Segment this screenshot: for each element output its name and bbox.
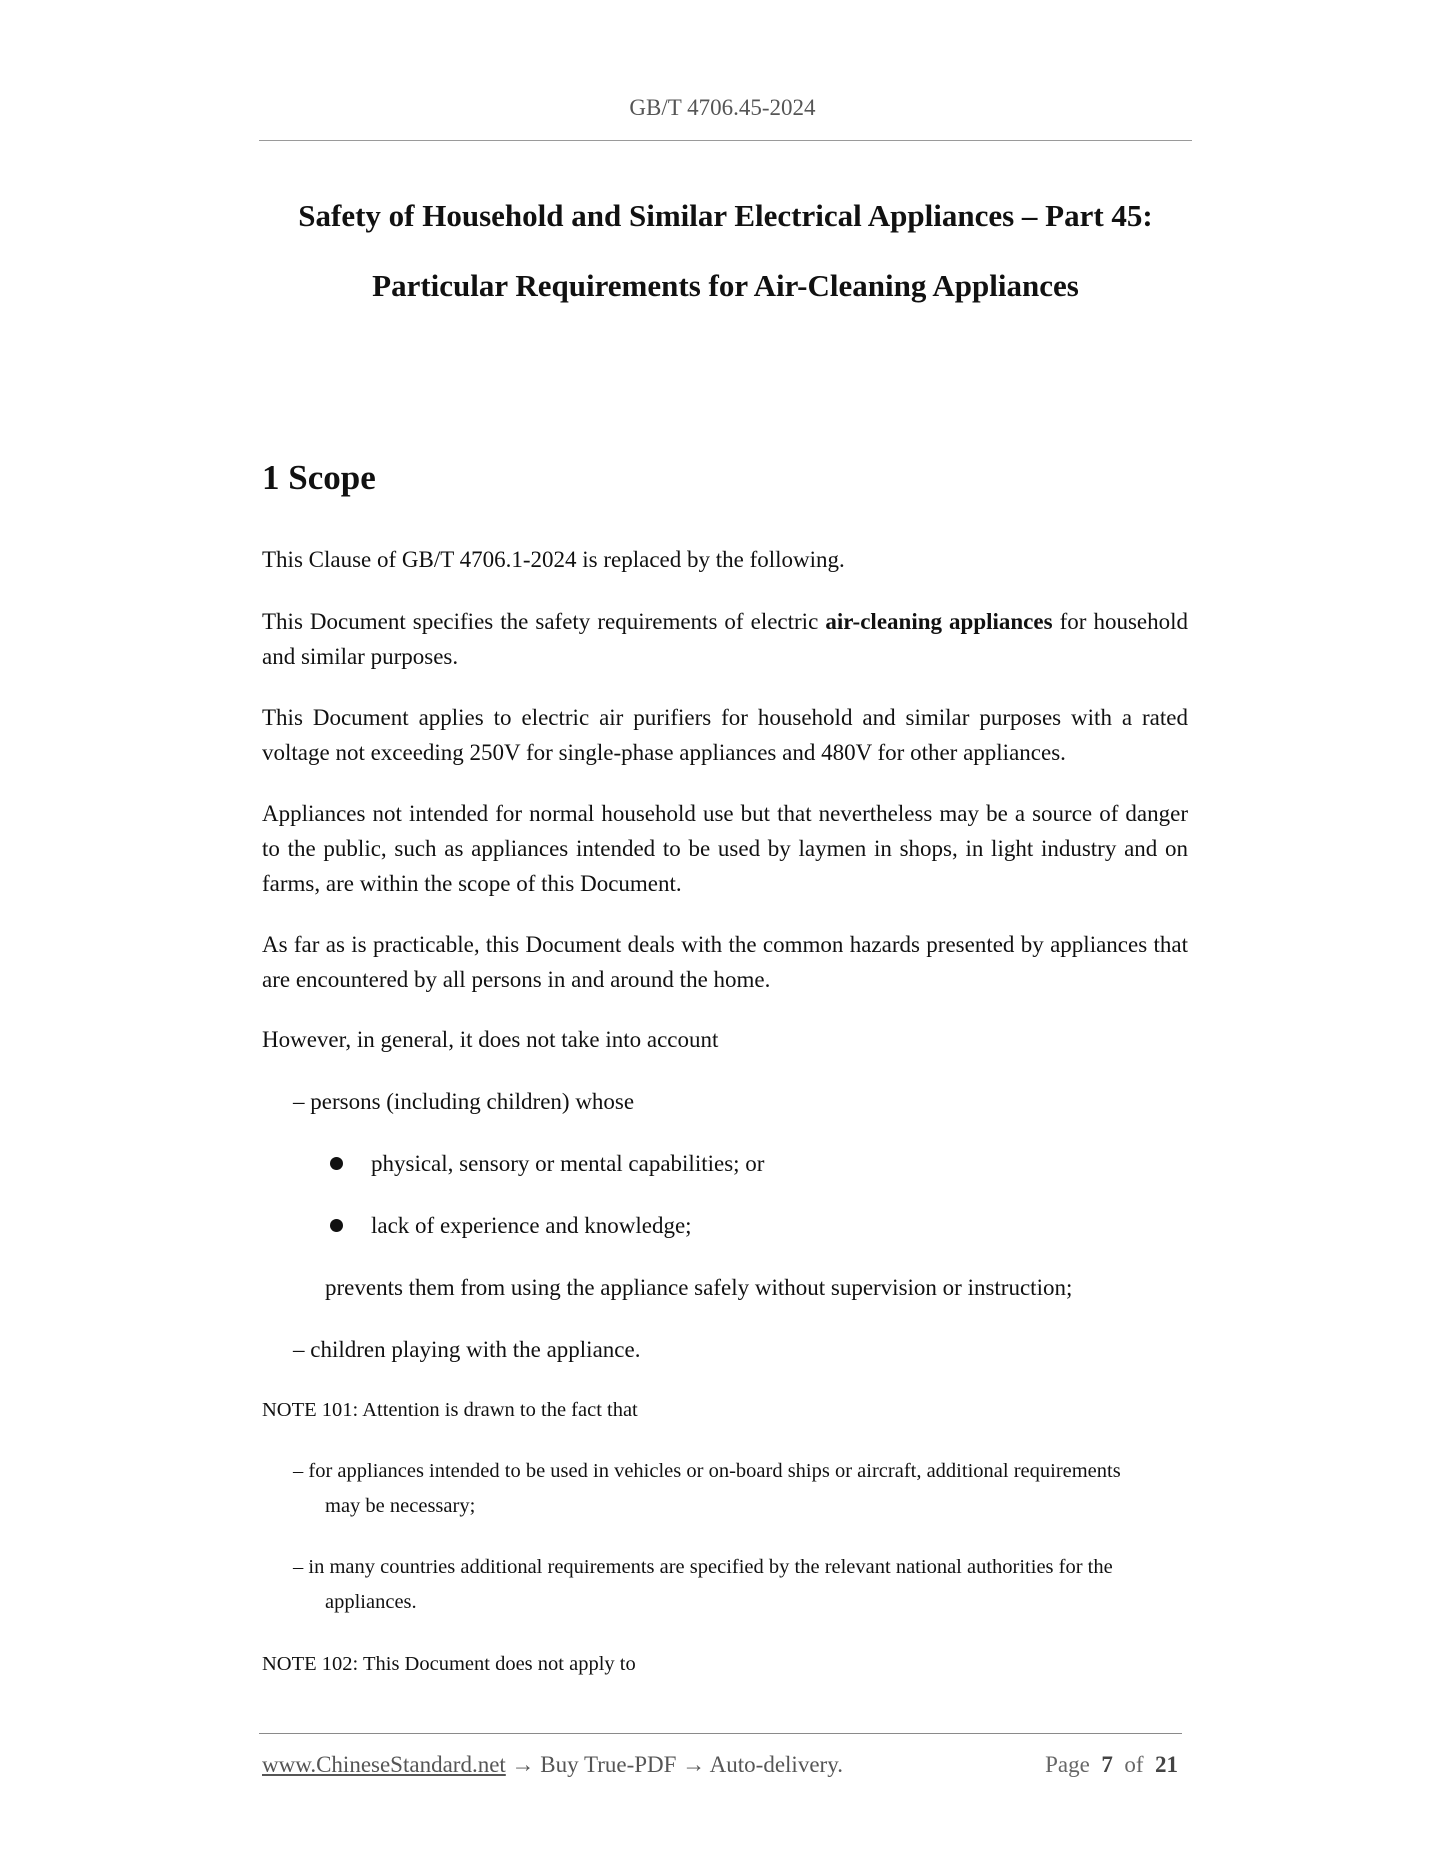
- paragraph-replacement: This Clause of GB/T 4706.1-2024 is replaced by the following.: [262, 547, 845, 572]
- header-divider: [259, 140, 1192, 141]
- paragraph-practicable: As far as is practicable, this Document deals with the common hazards presented by appliances that are encountered by all persons in and around the home.: [262, 932, 1188, 992]
- arrow-right-icon: →: [682, 1752, 706, 1777]
- paragraph-however: However, in general, it does not take into account: [262, 1027, 719, 1052]
- document-title-line-1: Safety of Household and Similar Electrical Appliances – Part 45:: [298, 198, 1153, 233]
- header-document-code: GB/T 4706.45-2024: [629, 95, 816, 120]
- current-page-number: 7: [1101, 1752, 1113, 1777]
- paragraph-not-household: Appliances not intended for normal household use but that nevertheless may be a source of danger to the public, such as appliances intended to be used by laymen in shops, in light industry and on farms, are within the scope of this Document.: [262, 801, 1188, 896]
- bullet-dot-icon: [330, 1219, 343, 1232]
- note-101-item-text: – in many countries additional requirements are specified by the relevant national authorities for the: [293, 1556, 1113, 1578]
- paragraph-applies: This Document applies to electric air purifiers for household and similar purposes with a rated voltage not exceeding 250V for single-phase appliances and 480V for other appliances.: [262, 705, 1188, 765]
- bullet-item-text: physical, sensory or mental capabilities; or: [371, 1151, 765, 1176]
- note-101-item: [293, 1454, 1188, 1524]
- dash-item-children: – children playing with the appliance.: [293, 1337, 641, 1362]
- paragraph-prevents: prevents them from using the appliance safely without supervision or instruction;: [325, 1275, 1073, 1300]
- total-pages-number: 21: [1155, 1752, 1178, 1777]
- arrow-right-icon: →: [511, 1752, 535, 1777]
- page-label: Page: [1045, 1752, 1090, 1777]
- section-heading-scope: 1 Scope: [262, 458, 376, 497]
- bullet-item: [330, 1146, 764, 1181]
- footer-buy-text: Buy True-PDF: [540, 1752, 677, 1777]
- bullet-item: [330, 1208, 692, 1243]
- footer-website-link[interactable]: www.ChineseStandard.net: [262, 1752, 506, 1777]
- note-101-item-continuation: may be necessary;: [325, 1495, 476, 1517]
- of-label: of: [1124, 1752, 1144, 1777]
- note-101-item-text: – for appliances intended to be used in vehicles or on-board ships or aircraft, additional requirements: [293, 1460, 1121, 1482]
- paragraph-specifies: [262, 604, 1188, 674]
- footer-divider: [259, 1733, 1182, 1734]
- footer-promo: [262, 1752, 843, 1778]
- document-title-line-2: Particular Requirements for Air-Cleaning Appliances: [372, 268, 1079, 303]
- note-101-item: [293, 1550, 1188, 1620]
- note-101-item-continuation: appliances.: [325, 1591, 417, 1613]
- paragraph-specifies-text-1: This Document specifies the safety requirements of electric: [262, 609, 826, 634]
- bullet-item-text: lack of experience and knowledge;: [371, 1213, 692, 1238]
- paragraph-specifies-text-2: for household and similar purposes.: [262, 609, 1188, 669]
- page-indicator: [1045, 1752, 1178, 1778]
- paragraph-specifies-bold-term: air-cleaning appliances: [825, 609, 1053, 634]
- note-101-heading: NOTE 101: Attention is drawn to the fact that: [262, 1399, 638, 1421]
- bullet-dot-icon: [330, 1157, 343, 1170]
- note-102-heading: NOTE 102: This Document does not apply to: [262, 1653, 636, 1675]
- dash-item-persons: – persons (including children) whose: [293, 1089, 635, 1114]
- footer-auto-delivery-text: Auto-delivery.: [709, 1752, 843, 1777]
